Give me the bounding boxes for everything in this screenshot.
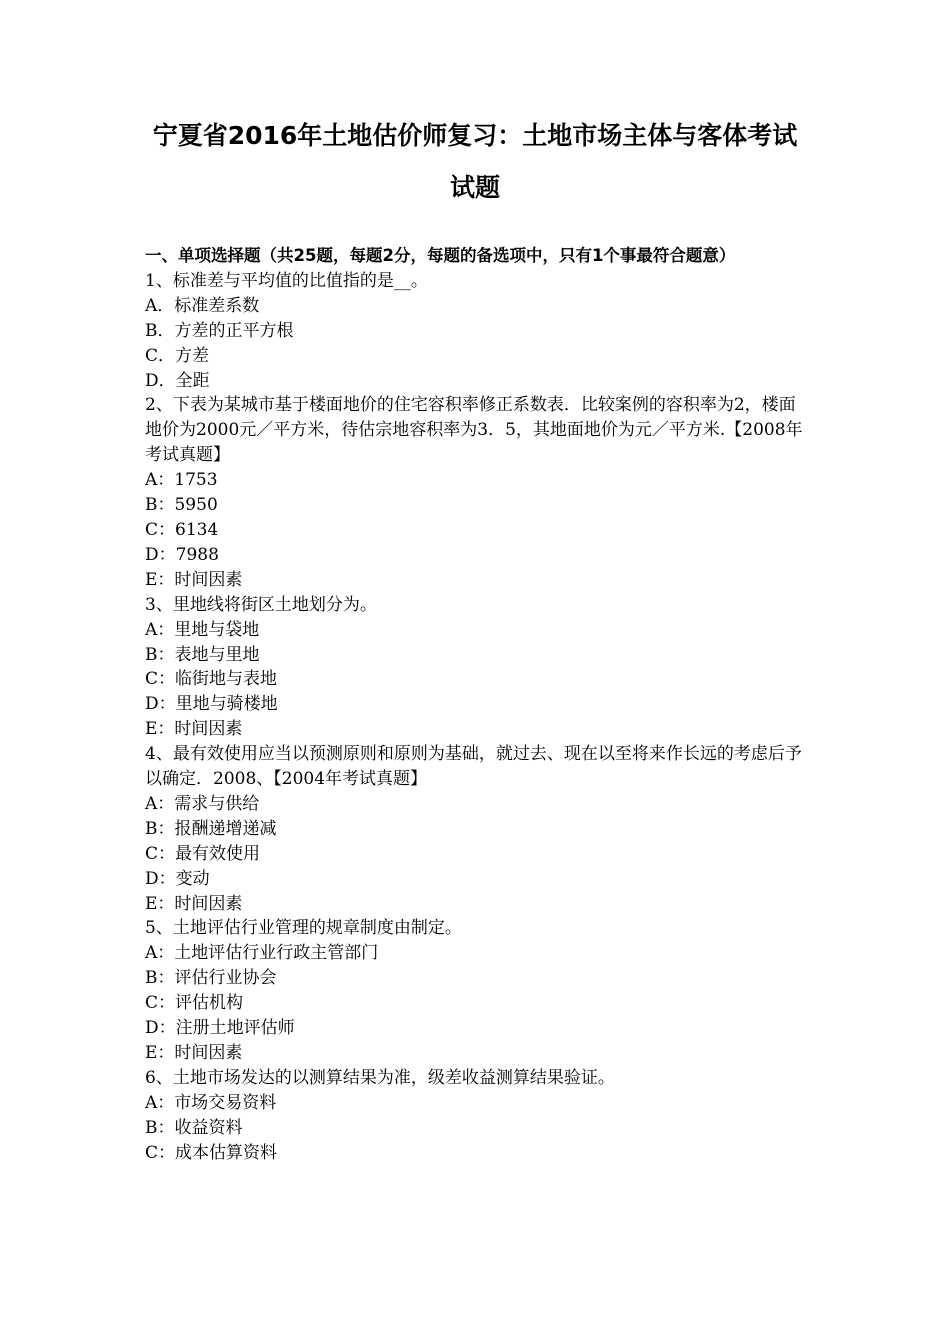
option-c: C．方差 [145, 345, 210, 366]
option-d: D：里地与骑楼地 [145, 694, 278, 715]
option-e: E：时间因素 [145, 1043, 243, 1063]
question-3 [145, 593, 810, 742]
option-e: E：时间因素 [145, 893, 243, 914]
option-b: B．方差的正平方根 [145, 320, 294, 341]
question-6 [145, 1066, 810, 1166]
document-body [145, 244, 810, 1166]
question-text: 2、下表为某城市基于楼面地价的住宅容积率修正系数表．比较案例的容积率为2，楼面地价为2000元／平方米，待估宗地容积率为3．5，其地面地价为元／平方米.【2008年考试真题】 [145, 395, 803, 466]
option-a: A：需求与供给 [145, 793, 260, 814]
option-a: A：土地评估行业行政主管部门 [145, 943, 379, 964]
option-a: A：市场交易资料 [145, 1092, 277, 1113]
question-5 [145, 916, 810, 1065]
document-title [100, 110, 850, 214]
option-e: E：时间因素 [145, 719, 243, 740]
option-c: C：成本估算资料 [145, 1142, 278, 1163]
option-b: B：5950 [145, 495, 218, 516]
option-b: B：收益资料 [145, 1117, 243, 1138]
question-text: 6、土地市场发达的以测算结果为准，级差收益测算结果验证。 [145, 1067, 615, 1088]
option-d: D：变动 [145, 868, 210, 889]
option-b: B：表地与里地 [145, 644, 260, 665]
option-c: C：临街地与表地 [145, 669, 278, 690]
option-d: D．全距 [145, 370, 210, 391]
title-line-2: 试题 [449, 173, 500, 202]
question-1 [145, 269, 810, 394]
option-c: C：6134 [145, 519, 219, 540]
question-text: 3、里地线将街区土地划分为。 [145, 594, 377, 615]
option-b: B：报酬递增递减 [145, 818, 277, 839]
option-e: E：时间因素 [145, 569, 243, 590]
question-4 [145, 742, 810, 916]
question-text: 4、最有效使用应当以预测原则和原则为基础，就过去、现在以至将来作长远的考虑后予以确定．2008、【2004年考试真题】 [145, 744, 802, 790]
option-a: A：里地与袋地 [145, 619, 260, 640]
option-a: A：1753 [145, 470, 218, 491]
question-text: 1、标准差与平均值的比值指的是__。 [145, 270, 428, 291]
question-2 [145, 393, 810, 592]
option-b: B：评估行业协会 [145, 968, 277, 989]
option-c: C：评估机构 [145, 993, 244, 1014]
title-line-1: 宁夏省2016年土地估价师复习：土地市场主体与客体考试 [152, 121, 798, 150]
option-a: A．标准差系数 [145, 295, 260, 316]
option-c: C：最有效使用 [145, 843, 261, 864]
question-text: 5、土地评估行业管理的规章制度由制定。 [145, 918, 462, 939]
section-heading: 一、单项选择题（共25题，每题2分，每题的备选项中，只有1个事最符合题意） [145, 246, 736, 265]
option-d: D：7988 [145, 544, 219, 565]
option-d: D：注册土地评估师 [145, 1018, 295, 1039]
